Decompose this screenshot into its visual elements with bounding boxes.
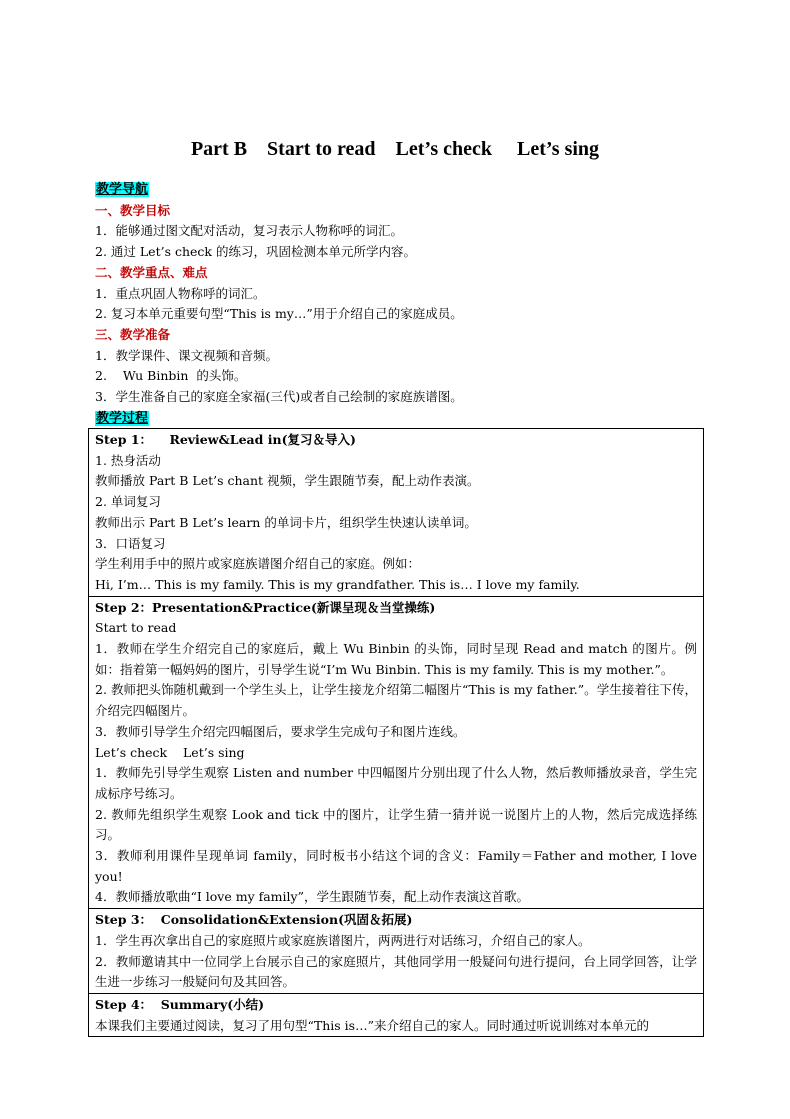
objective-item: 1．能够通过图文配对活动，复习表示人物称呼的词汇。: [95, 223, 403, 239]
step-line: 1．教师先引导学生观察 Listen and number 中四幅图片分别出现了什么人物，然后教师播放录音，学生完成标序号练习。: [95, 765, 697, 801]
preparation-item: 2. Wu Binbin 的头饰。: [95, 368, 247, 384]
step-line: 本课我们主要通过阅读，复习了用句型“This is…”来介绍自己的家人。同时通过听说训练对本单元的: [95, 1017, 649, 1033]
table-row: [89, 596, 704, 909]
step-line: 教师出示 Part B Let’s learn 的单词卡片，组织学生快速认读单词。: [95, 514, 477, 530]
step-line: 1. 热身活动: [95, 452, 161, 468]
step-title: Step 3： Consolidation&Extension(巩固＆拓展): [95, 912, 413, 928]
step-line: 教师播放 Part B Let’s chant 视频，学生跟随节奏，配上动作表演。: [95, 473, 480, 489]
preparation-item: 3．学生准备自己的家庭全家福(三代)或者自己绘制的家庭族谱图。: [95, 389, 463, 405]
step-title: Step 1： Review&Lead in(复习＆导入): [95, 432, 356, 447]
nav-heading: 教学导航: [96, 182, 149, 197]
step-line: Hi, I’m… This is my family. This is my grandfather. This is… I love my family.: [95, 576, 580, 592]
page-title: Part B Start to read Let’s check Let’s sing: [190, 138, 600, 160]
step-4-cell: [89, 993, 704, 1036]
step-line: 1．学生再次拿出自己的家庭照片或家庭族谱图片，两两进行对话练习，介绍自己的家人。: [95, 932, 591, 948]
table-row: [89, 429, 704, 597]
step-3-cell: [89, 909, 704, 994]
nav-heading-line: [95, 179, 705, 201]
table-row: [89, 909, 704, 994]
step-line: Let’s check Let’s sing: [95, 744, 245, 760]
process-heading-line: [95, 408, 705, 430]
key-point-item: 1．重点巩固人物称呼的词汇。: [95, 285, 266, 301]
preparation-item: 1．教学课件、课文视频和音频。: [95, 347, 278, 363]
key-point-item: 2. 复习本单元重要句型“This is my…”用于介绍自己的家庭成员。: [95, 306, 463, 322]
step-line: 1．教师在学生介绍完自己的家庭后，戴上 Wu Binbin 的头饰，同时呈现 Read and match 的图片。例如：指着第一幅妈妈的图片，引导学生说“I’m Wu Binbin. This is my family. This is my mother.”。: [95, 641, 697, 677]
step-line: 3．教师利用课件呈现单词 family，同时板书小结这个词的含义：Family＝Father and mother, I love you!: [95, 848, 697, 884]
step-line: 3．口语复习: [95, 535, 166, 551]
step-1-cell: [89, 429, 704, 597]
step-line: Start to read: [95, 620, 177, 636]
step-2-cell: [89, 596, 704, 909]
step-line: 2．教师邀请其中一位同学上台展示自己的家庭照片，其他同学用一般疑问句进行提问，台上同学回答，让学生进一步练习一般疑问句及其回答。: [95, 953, 697, 990]
step-title: Step 4： Summary(小结): [95, 996, 265, 1012]
step-line: 4．教师播放歌曲“I love my family”，学生跟随节奏，配上动作表演这首歌。: [95, 889, 529, 905]
section-heading-objectives: 一、教学目标: [95, 202, 171, 218]
step-title: Step 2：Presentation&Practice(新课呈现＆当堂操练): [95, 599, 436, 615]
objective-item: 2. 通过 Let’s check 的练习，巩固检测本单元所学内容。: [95, 244, 416, 260]
step-line: 2. 单词复习: [95, 494, 161, 510]
table-row: [89, 993, 704, 1036]
step-line: 学生利用手中的照片或家庭族谱图介绍自己的家庭。例如：: [95, 556, 421, 572]
step-line: 2. 教师先组织学生观察 Look and tick 中的图片，让学生猜一猜并说一说图片上的人物，然后完成选择练习。: [95, 806, 697, 843]
process-heading: 教学过程: [96, 410, 149, 426]
step-line: 2. 教师把头饰随机戴到一个学生头上，让学生接龙介绍第二幅图片“This is my father.”。学生接着往下传，介绍完四幅图片。: [95, 682, 697, 719]
teaching-guide: [95, 179, 705, 429]
section-heading-preparation: 三、教学准备: [95, 326, 171, 342]
teaching-process-table: [88, 428, 704, 1037]
section-heading-key-points: 二、教学重点、难点: [95, 264, 208, 280]
step-line: 3．教师引导学生介绍完四幅图后，要求学生完成句子和图片连线。: [95, 723, 466, 739]
